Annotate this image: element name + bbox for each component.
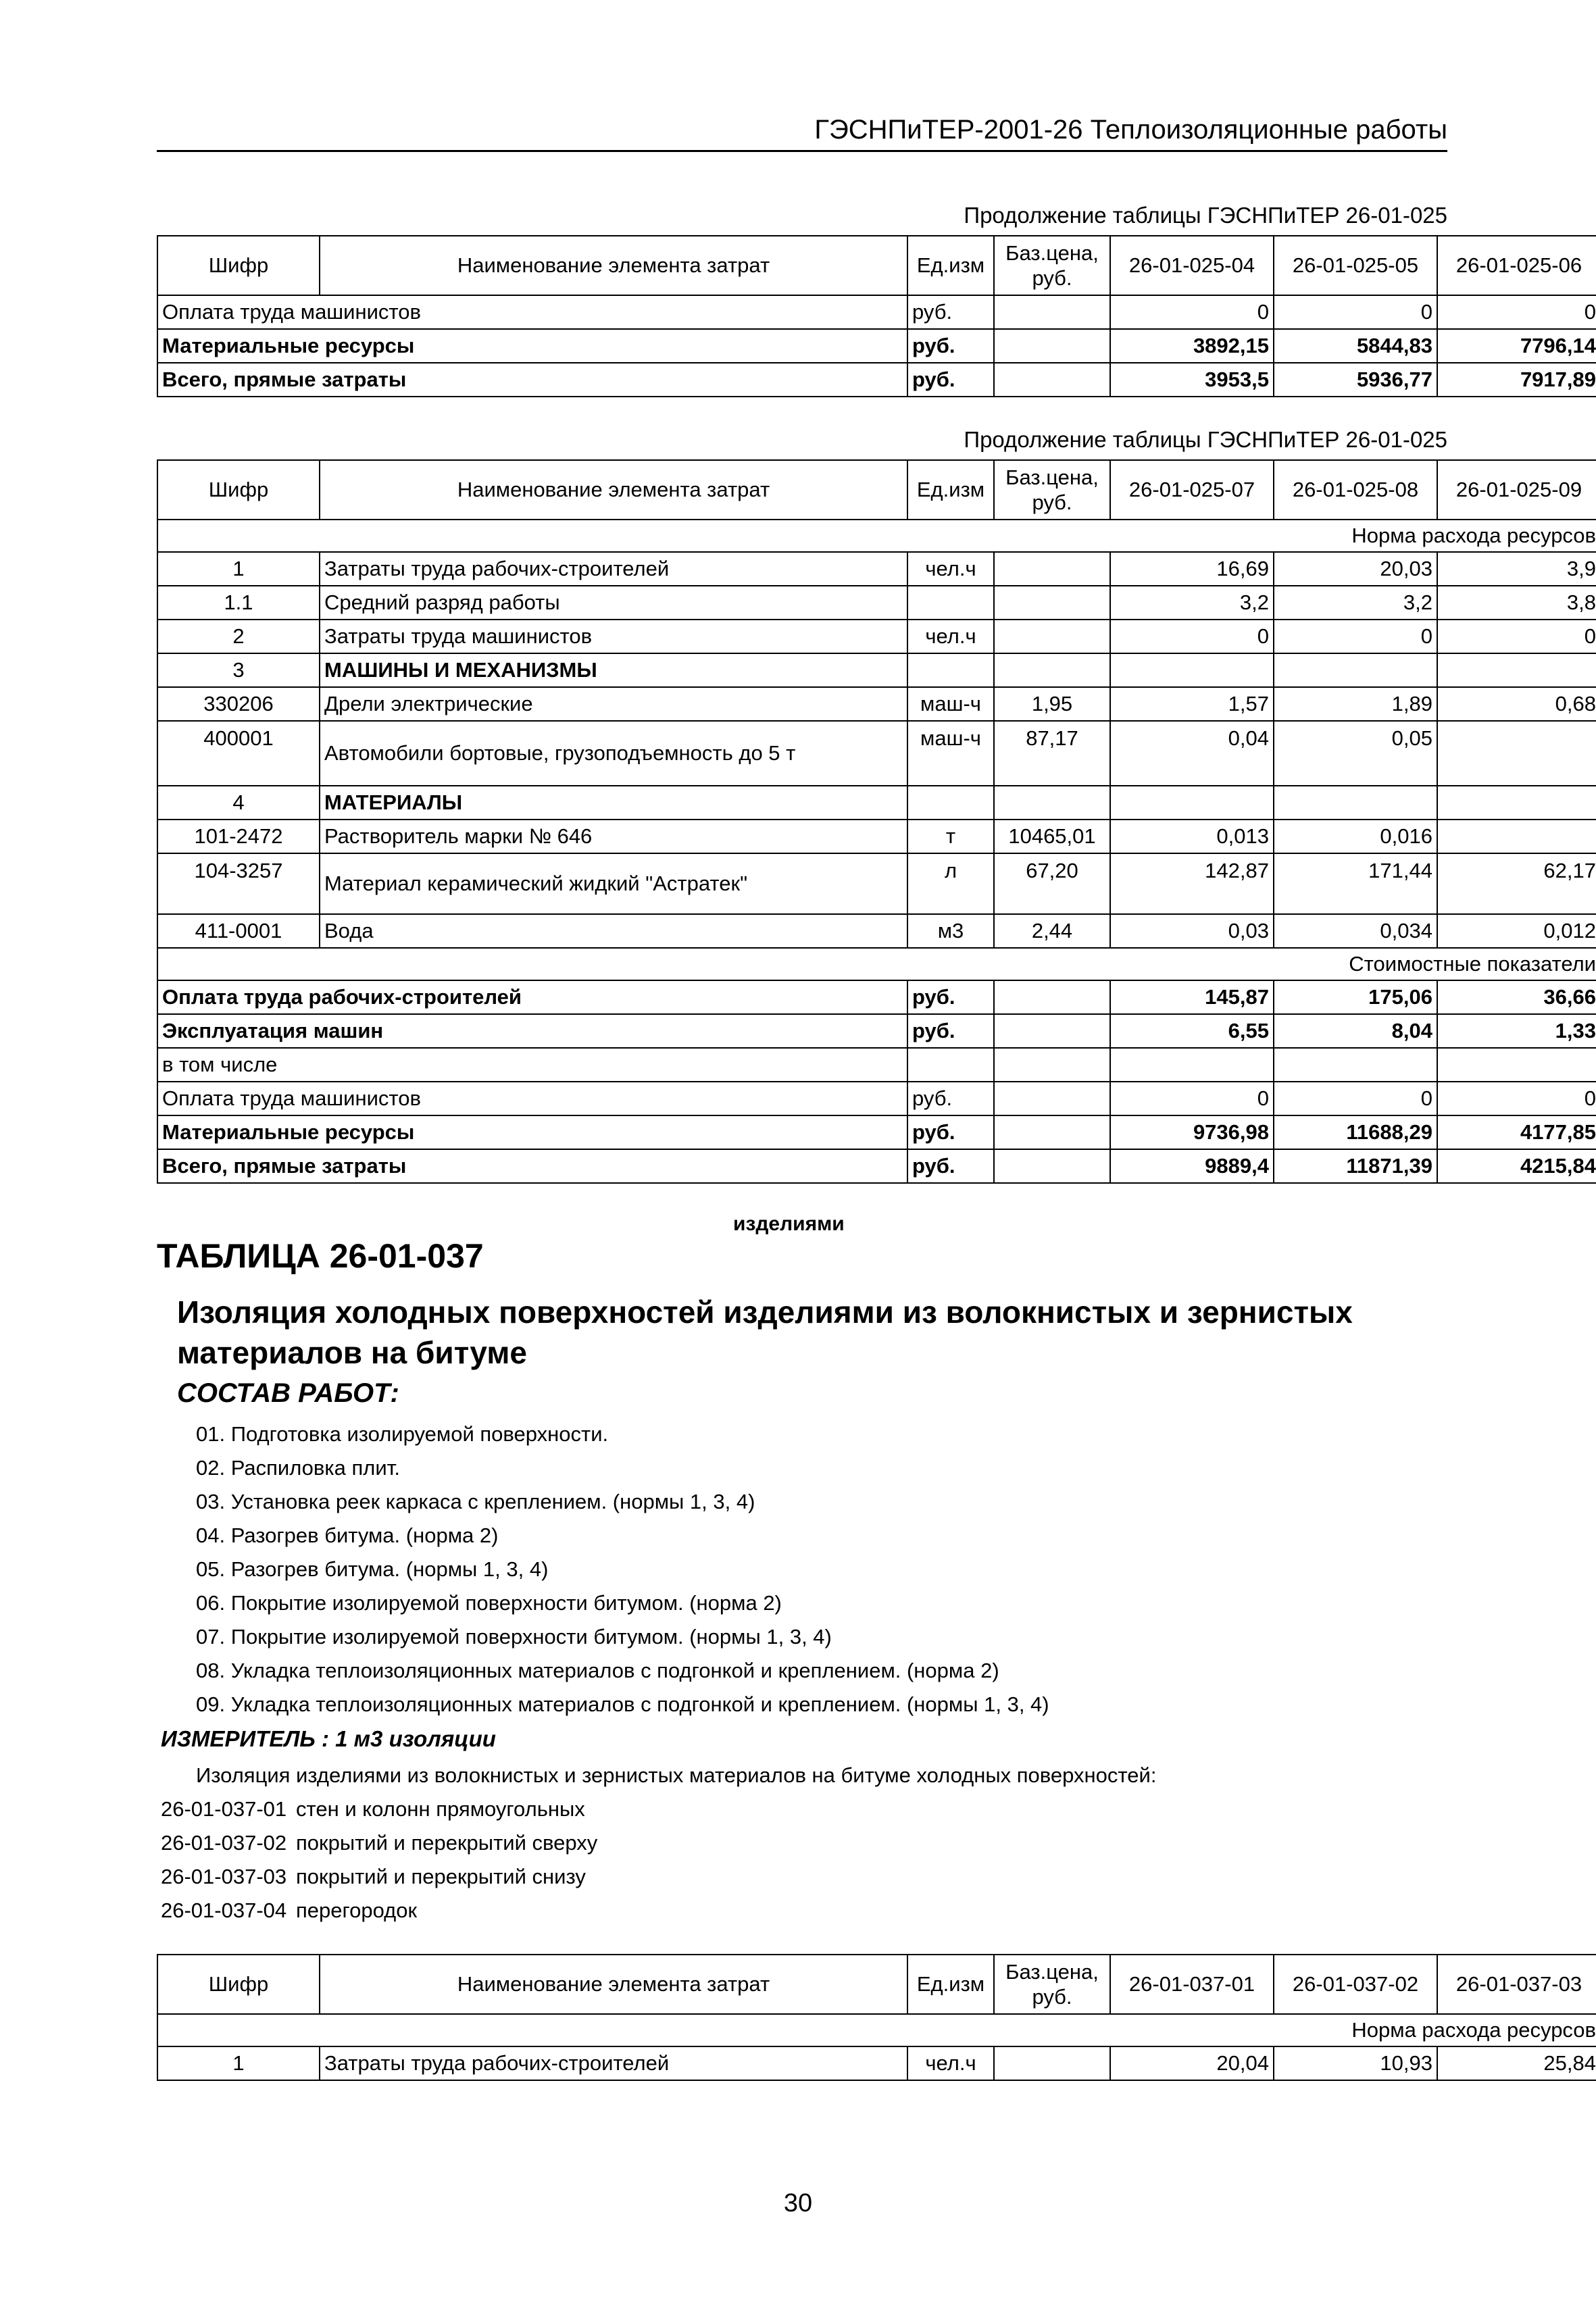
cost-price	[994, 1115, 1110, 1149]
row-price: 1,95	[994, 687, 1110, 721]
row-name: Материальные ресурсы	[157, 329, 907, 363]
row-name: Затраты труда машинистов	[320, 620, 907, 653]
row-v2: 3,2	[1274, 586, 1437, 620]
section-description: Изоляция изделиями из волокнистых и зернистых материалов на битуме холодных поверхностей:	[196, 1763, 1157, 1787]
cost-v1	[1110, 1048, 1274, 1082]
cost-unit: руб.	[907, 980, 994, 1014]
table-row	[157, 620, 1596, 653]
row-price: 10465,01	[994, 820, 1110, 853]
row-v3	[1437, 653, 1596, 687]
row-v3: 7796,14	[1437, 329, 1596, 363]
row-name: МАШИНЫ И МЕХАНИЗМЫ	[320, 653, 907, 687]
row-v3: 0	[1437, 620, 1596, 653]
row-name: Дрели электрические	[320, 687, 907, 721]
row-v2	[1274, 653, 1437, 687]
item-text: перегородок	[296, 1898, 418, 1922]
row-price	[994, 586, 1110, 620]
works-list	[196, 1422, 1049, 1726]
row-unit: чел.ч	[907, 552, 994, 586]
cost-row	[157, 1048, 1596, 1082]
cost-unit: руб.	[907, 1014, 994, 1048]
list-item: 02. Распиловка плит.	[196, 1456, 401, 1480]
section-heading-line1: Изоляция холодных поверхностей изделиями из волокнистых и зернистых	[177, 1294, 1353, 1330]
item-text: покрытий и перекрытий снизу	[296, 1865, 586, 1888]
row-price	[994, 329, 1110, 363]
row-code: 1	[157, 552, 320, 586]
row-code: 1.1	[157, 586, 320, 620]
list-item	[161, 1898, 597, 1932]
row-unit	[907, 653, 994, 687]
header-price-line2: руб.	[1032, 266, 1072, 290]
row-v2: 0	[1274, 295, 1437, 329]
table-row	[157, 363, 1596, 397]
table-title: ТАБЛИЦА 26-01-037	[157, 1237, 484, 1275]
row-code: 4	[157, 786, 320, 820]
row-v2: 5844,83	[1274, 329, 1437, 363]
row-price	[994, 552, 1110, 586]
list-item: 09. Укладка теплоизоляционных материалов с подгонкой и креплением. (нормы 1, 3, 4)	[196, 1692, 1049, 1716]
item-code: 26-01-037-01	[161, 1797, 287, 1821]
header-col2: 26-01-025-05	[1274, 236, 1437, 295]
item-text: стен и колонн прямоугольных	[296, 1797, 585, 1821]
header-price	[994, 460, 1110, 520]
row-v1: 0,013	[1110, 820, 1274, 853]
header-divider	[157, 150, 1447, 152]
table-row	[157, 721, 1596, 786]
row-name: Оплата труда машинистов	[157, 295, 907, 329]
row-v2: 10,93	[1274, 2046, 1437, 2080]
row-code: 101-2472	[157, 820, 320, 853]
norm-label-row	[157, 520, 1596, 552]
cost-v1: 145,87	[1110, 980, 1274, 1014]
header-name: Наименование элемента затрат	[320, 460, 907, 520]
row-v2: 5936,77	[1274, 363, 1437, 397]
row-price	[994, 786, 1110, 820]
cost-price	[994, 1014, 1110, 1048]
item-code: 26-01-037-02	[161, 1831, 287, 1855]
cost-v1: 9889,4	[1110, 1149, 1274, 1183]
table3	[157, 1954, 1596, 2081]
table-header-row	[157, 1955, 1596, 2014]
header-col1: 26-01-025-04	[1110, 236, 1274, 295]
row-v2: 20,03	[1274, 552, 1437, 586]
norm-label: Норма расхода ресурсов	[157, 2014, 1596, 2046]
header-unit: Ед.изм	[907, 460, 994, 520]
row-price	[994, 653, 1110, 687]
meter-label: ИЗМЕРИТЕЛЬ : 1 м3 изоляции	[161, 1726, 496, 1751]
cost-v3: 36,66	[1437, 980, 1596, 1014]
list-item: 04. Разогрев битума. (норма 2)	[196, 1524, 499, 1547]
row-v1: 0,03	[1110, 914, 1274, 948]
row-v3	[1437, 786, 1596, 820]
row-v3: 3,8	[1437, 586, 1596, 620]
header-col3: 26-01-037-03	[1437, 1955, 1596, 2014]
list-item: 05. Разогрев битума. (нормы 1, 3, 4)	[196, 1557, 549, 1581]
row-v1	[1110, 786, 1274, 820]
item-list	[161, 1797, 597, 1932]
row-unit: руб.	[907, 363, 994, 397]
row-name: Средний разряд работы	[320, 586, 907, 620]
cost-v2: 11688,29	[1274, 1115, 1437, 1149]
row-name: Затраты труда рабочих-строителей	[320, 552, 907, 586]
row-code: 2	[157, 620, 320, 653]
row-v2: 1,89	[1274, 687, 1437, 721]
row-code: 400001	[157, 721, 320, 786]
header-price-line1: Баз.цена,	[1005, 241, 1099, 265]
table2	[157, 459, 1596, 1184]
header-unit: Ед.изм	[907, 236, 994, 295]
cost-row	[157, 1082, 1596, 1115]
cost-price	[994, 1149, 1110, 1183]
row-v2	[1274, 786, 1437, 820]
row-v1: 3,2	[1110, 586, 1274, 620]
norm-label: Норма расхода ресурсов	[157, 520, 1596, 552]
table-row	[157, 295, 1596, 329]
table2-continuation-label: Продолжение таблицы ГЭСНПиТЕР 26-01-025	[964, 427, 1447, 452]
cost-row	[157, 1115, 1596, 1149]
header-col3: 26-01-025-09	[1437, 460, 1596, 520]
row-v1: 0	[1110, 295, 1274, 329]
row-v1: 20,04	[1110, 2046, 1274, 2080]
stray-word: изделиями	[733, 1213, 845, 1235]
row-name: Автомобили бортовые, грузоподъемность до 5 т	[320, 721, 907, 786]
row-code: 330206	[157, 687, 320, 721]
header-col1: 26-01-037-01	[1110, 1955, 1274, 2014]
list-item: 08. Укладка теплоизоляционных материалов с подгонкой и креплением. (норма 2)	[196, 1659, 999, 1682]
header-price	[994, 1955, 1110, 2014]
item-code: 26-01-037-04	[161, 1898, 287, 1922]
row-price: 87,17	[994, 721, 1110, 786]
list-item	[161, 1831, 597, 1865]
table-row	[157, 329, 1596, 363]
row-price: 67,20	[994, 853, 1110, 914]
table-row	[157, 2046, 1596, 2080]
row-unit: чел.ч	[907, 620, 994, 653]
section-heading-line2: материалов на битуме	[177, 1335, 527, 1370]
section-heading	[177, 1292, 1353, 1373]
row-v2: 0	[1274, 620, 1437, 653]
cost-label: Стоимостные показатели	[157, 948, 1596, 980]
row-v2: 0,05	[1274, 721, 1437, 786]
list-item: 07. Покрытие изолируемой поверхности битумом. (нормы 1, 3, 4)	[196, 1625, 832, 1649]
norm-label-row	[157, 2014, 1596, 2046]
row-v1: 1,57	[1110, 687, 1274, 721]
header-price	[994, 236, 1110, 295]
header-price-line2: руб.	[1032, 491, 1072, 514]
row-name: Затраты труда рабочих-строителей	[320, 2046, 907, 2080]
cost-v3: 4177,85	[1437, 1115, 1596, 1149]
cost-name: Оплата труда рабочих-строителей	[157, 980, 907, 1014]
row-price	[994, 363, 1110, 397]
page-header-title: ГЭСНПиТЕР-2001-26 Теплоизоляционные работы	[814, 115, 1447, 145]
list-item: 01. Подготовка изолируемой поверхности.	[196, 1422, 609, 1446]
cost-price	[994, 980, 1110, 1014]
row-v1: 0,04	[1110, 721, 1274, 786]
row-name: МАТЕРИАЛЫ	[320, 786, 907, 820]
cost-v1: 0	[1110, 1082, 1274, 1115]
table-row	[157, 653, 1596, 687]
header-name: Наименование элемента затрат	[320, 236, 907, 295]
row-v3	[1437, 820, 1596, 853]
row-v2: 0,034	[1274, 914, 1437, 948]
row-v1	[1110, 653, 1274, 687]
row-v3: 7917,89	[1437, 363, 1596, 397]
header-unit: Ед.изм	[907, 1955, 994, 2014]
works-title: СОСТАВ РАБОТ:	[177, 1378, 399, 1408]
row-unit: маш-ч	[907, 687, 994, 721]
row-v3: 62,17	[1437, 853, 1596, 914]
row-price: 2,44	[994, 914, 1110, 948]
cost-row	[157, 980, 1596, 1014]
row-unit	[907, 786, 994, 820]
row-v3: 3,9	[1437, 552, 1596, 586]
row-v2: 171,44	[1274, 853, 1437, 914]
row-v3: 25,84	[1437, 2046, 1596, 2080]
list-item: 06. Покрытие изолируемой поверхности битумом. (норма 2)	[196, 1591, 782, 1615]
row-v3: 0,68	[1437, 687, 1596, 721]
cost-row	[157, 1014, 1596, 1048]
header-col2: 26-01-037-02	[1274, 1955, 1437, 2014]
header-code: Шифр	[157, 460, 320, 520]
row-code: 411-0001	[157, 914, 320, 948]
list-item	[161, 1865, 597, 1898]
row-v3: 0,012	[1437, 914, 1596, 948]
cost-row	[157, 1149, 1596, 1183]
cost-name: Всего, прямые затраты	[157, 1149, 907, 1183]
page-number: 30	[783, 2189, 813, 2217]
header-name: Наименование элемента затрат	[320, 1955, 907, 2014]
row-unit: чел.ч	[907, 2046, 994, 2080]
row-name: Вода	[320, 914, 907, 948]
header-code: Шифр	[157, 236, 320, 295]
row-name: Материал керамический жидкий "Астратек"	[320, 853, 907, 914]
row-v1: 16,69	[1110, 552, 1274, 586]
row-price	[994, 620, 1110, 653]
cost-v2: 0	[1274, 1082, 1437, 1115]
list-item: 03. Установка реек каркаса с креплением. (нормы 1, 3, 4)	[196, 1490, 755, 1513]
cost-price	[994, 1082, 1110, 1115]
cost-name: Материальные ресурсы	[157, 1115, 907, 1149]
header-price-line1: Баз.цена,	[1005, 465, 1099, 489]
row-v1: 142,87	[1110, 853, 1274, 914]
table-row	[157, 853, 1596, 914]
row-v2: 0,016	[1274, 820, 1437, 853]
cost-price	[994, 1048, 1110, 1082]
table-header-row	[157, 236, 1596, 295]
cost-v2	[1274, 1048, 1437, 1082]
header-code: Шифр	[157, 1955, 320, 2014]
table1	[157, 235, 1596, 397]
row-unit: л	[907, 853, 994, 914]
cost-v2: 175,06	[1274, 980, 1437, 1014]
row-price	[994, 2046, 1110, 2080]
cost-v2: 11871,39	[1274, 1149, 1437, 1183]
cost-v2: 8,04	[1274, 1014, 1437, 1048]
cost-unit	[907, 1048, 994, 1082]
cost-v3	[1437, 1048, 1596, 1082]
cost-v3: 1,33	[1437, 1014, 1596, 1048]
table-row	[157, 786, 1596, 820]
row-code: 3	[157, 653, 320, 687]
header-col2: 26-01-025-08	[1274, 460, 1437, 520]
cost-label-row	[157, 948, 1596, 980]
row-v3	[1437, 721, 1596, 786]
row-unit	[907, 586, 994, 620]
row-unit: т	[907, 820, 994, 853]
cost-unit: руб.	[907, 1082, 994, 1115]
table-header-row	[157, 460, 1596, 520]
item-text: покрытий и перекрытий сверху	[296, 1831, 598, 1855]
table-row	[157, 552, 1596, 586]
row-v3: 0	[1437, 295, 1596, 329]
header-col3: 26-01-025-06	[1437, 236, 1596, 295]
row-v1: 3953,5	[1110, 363, 1274, 397]
cost-v3: 4215,84	[1437, 1149, 1596, 1183]
cost-unit: руб.	[907, 1115, 994, 1149]
table-row	[157, 687, 1596, 721]
row-code: 1	[157, 2046, 320, 2080]
header-price-line1: Баз.цена,	[1005, 1959, 1099, 1984]
row-price	[994, 295, 1110, 329]
header-price-line2: руб.	[1032, 1985, 1072, 2009]
cost-v1: 6,55	[1110, 1014, 1274, 1048]
list-item	[161, 1797, 597, 1831]
row-unit: маш-ч	[907, 721, 994, 786]
row-name: Всего, прямые затраты	[157, 363, 907, 397]
cost-name: Оплата труда машинистов	[157, 1082, 907, 1115]
table-row	[157, 914, 1596, 948]
table-row	[157, 820, 1596, 853]
cost-v3: 0	[1437, 1082, 1596, 1115]
row-unit: руб.	[907, 295, 994, 329]
item-code: 26-01-037-03	[161, 1865, 287, 1888]
row-v1: 3892,15	[1110, 329, 1274, 363]
row-name: Растворитель марки № 646	[320, 820, 907, 853]
cost-name: Эксплуатация машин	[157, 1014, 907, 1048]
row-unit: м3	[907, 914, 994, 948]
cost-v1: 9736,98	[1110, 1115, 1274, 1149]
cost-unit: руб.	[907, 1149, 994, 1183]
table1-continuation-label: Продолжение таблицы ГЭСНПиТЕР 26-01-025	[964, 203, 1447, 228]
row-v1: 0	[1110, 620, 1274, 653]
row-code: 104-3257	[157, 853, 320, 914]
header-col1: 26-01-025-07	[1110, 460, 1274, 520]
cost-name: в том числе	[157, 1048, 907, 1082]
table-row	[157, 586, 1596, 620]
row-unit: руб.	[907, 329, 994, 363]
